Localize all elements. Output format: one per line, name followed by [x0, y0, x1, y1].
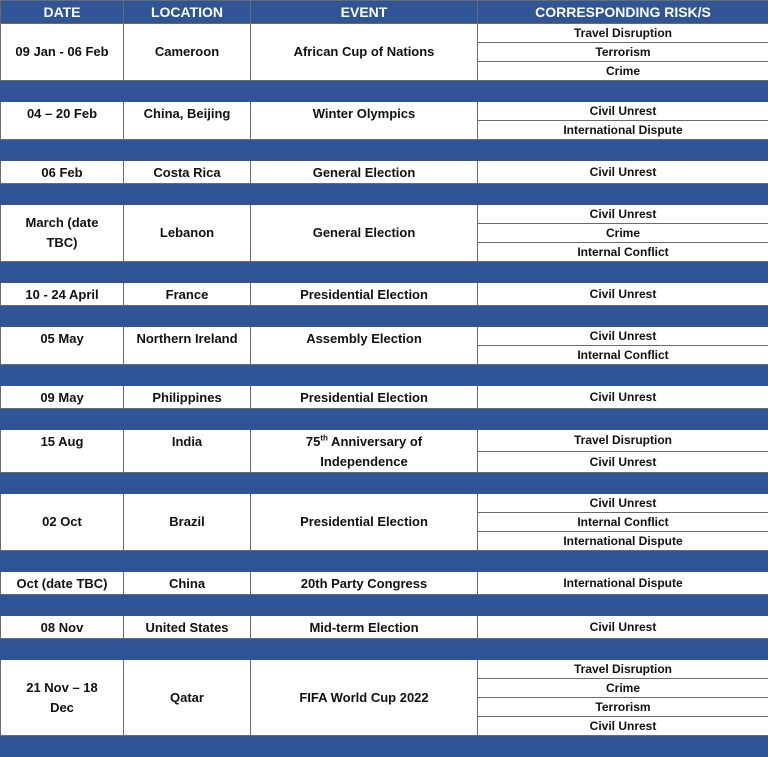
separator-cell — [1, 306, 768, 327]
table-row — [1, 660, 768, 679]
event-cell: General Election — [251, 205, 478, 262]
table-row — [1, 24, 768, 43]
event-cell: Presidential Election — [251, 283, 478, 306]
risk-cell: Civil Unrest — [478, 205, 768, 224]
date-header: DATE — [1, 1, 124, 24]
risks-header: CORRESPONDING RISK/S — [478, 1, 768, 24]
separator-cell — [1, 595, 768, 616]
date-text: 10 - 24 April — [25, 287, 98, 302]
separator-row — [1, 306, 768, 327]
risk-cell: Civil Unrest — [478, 616, 768, 639]
date-text: 15 Aug — [41, 434, 84, 449]
separator-cell — [1, 639, 768, 660]
date-cell — [1, 205, 124, 262]
date-cell — [1, 660, 124, 736]
date-cell — [1, 572, 124, 595]
risk-cell: Civil Unrest — [478, 102, 768, 121]
event-cell: Winter Olympics — [251, 102, 478, 140]
table-row — [1, 430, 768, 452]
table-body — [1, 24, 768, 757]
event-cell: Assembly Election — [251, 327, 478, 365]
date-cell — [1, 386, 124, 409]
date-text: 08 Nov — [41, 620, 84, 635]
location-header: LOCATION — [124, 1, 251, 24]
risk-cell: Crime — [478, 224, 768, 243]
date-text: 09 May — [40, 390, 83, 405]
risk-cell: Travel Disruption — [478, 660, 768, 679]
event-cell: 20th Party Congress — [251, 572, 478, 595]
separator-row — [1, 140, 768, 161]
event-header: EVENT — [251, 1, 478, 24]
date-cell — [1, 102, 124, 140]
date-text: 21 Nov – 18 Dec — [17, 678, 107, 718]
risk-cell: Civil Unrest — [478, 283, 768, 306]
date-text: 04 – 20 Feb — [27, 106, 97, 121]
table-row — [1, 205, 768, 224]
risk-cell: Civil Unrest — [478, 327, 768, 346]
separator-cell — [1, 409, 768, 430]
date-text: 02 Oct — [42, 514, 82, 529]
separator-cell — [1, 262, 768, 283]
date-text: 06 Feb — [41, 165, 82, 180]
risk-cell: Crime — [478, 679, 768, 698]
separator-cell — [1, 473, 768, 494]
table-row — [1, 283, 768, 306]
risk-cell: Civil Unrest — [478, 161, 768, 184]
risk-cell: Travel Disruption — [478, 430, 768, 452]
separator-cell — [1, 140, 768, 161]
location-cell: China — [124, 572, 251, 595]
event-cell: Mid-term Election — [251, 616, 478, 639]
risk-cell: Civil Unrest — [478, 386, 768, 409]
date-cell — [1, 24, 124, 81]
risk-cell: International Dispute — [478, 572, 768, 595]
location-cell: Costa Rica — [124, 161, 251, 184]
date-text: March (date TBC) — [20, 213, 104, 253]
separator-row — [1, 262, 768, 283]
separator-cell — [1, 551, 768, 572]
event-cell: General Election — [251, 161, 478, 184]
risk-cell: Internal Conflict — [478, 346, 768, 365]
separator-row — [1, 595, 768, 616]
separator-row — [1, 184, 768, 205]
risk-cell: International Dispute — [478, 121, 768, 140]
table-row — [1, 494, 768, 513]
location-cell: China, Beijing — [124, 102, 251, 140]
event-cell: FIFA World Cup 2022 — [251, 660, 478, 736]
date-cell — [1, 616, 124, 639]
date-cell — [1, 327, 124, 365]
risk-cell: Travel Disruption — [478, 24, 768, 43]
risk-cell: Internal Conflict — [478, 243, 768, 262]
table-row — [1, 386, 768, 409]
location-cell: Qatar — [124, 660, 251, 736]
date-cell — [1, 161, 124, 184]
table-row — [1, 572, 768, 595]
risk-cell: Terrorism — [478, 43, 768, 62]
risk-cell: Internal Conflict — [478, 513, 768, 532]
risk-cell: Terrorism — [478, 698, 768, 717]
header-row — [1, 1, 768, 24]
location-cell: Brazil — [124, 494, 251, 551]
table-row — [1, 161, 768, 184]
event-cell: Presidential Election — [251, 494, 478, 551]
location-cell: Northern Ireland — [124, 327, 251, 365]
event-cell: African Cup of Nations — [251, 24, 478, 81]
risk-cell: Civil Unrest — [478, 717, 768, 736]
separator-cell — [1, 365, 768, 386]
separator-cell — [1, 81, 768, 102]
separator-row — [1, 409, 768, 430]
risk-cell: Civil Unrest — [478, 494, 768, 513]
event-cell: 75th Anniversary of Independence — [251, 430, 478, 473]
table-row — [1, 102, 768, 121]
date-text: 09 Jan - 06 Feb — [15, 44, 108, 59]
separator-row — [1, 551, 768, 572]
table-row — [1, 327, 768, 346]
risk-cell: International Dispute — [478, 532, 768, 551]
date-cell — [1, 283, 124, 306]
location-cell: India — [124, 430, 251, 473]
event-cell: Presidential Election — [251, 386, 478, 409]
date-text: Oct (date TBC) — [17, 576, 108, 591]
separator-row — [1, 365, 768, 386]
separator-row — [1, 639, 768, 660]
location-cell: Cameroon — [124, 24, 251, 81]
table-row — [1, 616, 768, 639]
separator-cell — [1, 184, 768, 205]
separator-row — [1, 736, 768, 757]
risk-cell: Crime — [478, 62, 768, 81]
location-cell: Philippines — [124, 386, 251, 409]
location-cell: France — [124, 283, 251, 306]
date-cell — [1, 494, 124, 551]
location-cell: Lebanon — [124, 205, 251, 262]
separator-cell — [1, 736, 768, 757]
date-text: 05 May — [40, 331, 83, 346]
date-cell — [1, 430, 124, 473]
separator-row — [1, 473, 768, 494]
separator-row — [1, 81, 768, 102]
risk-cell: Civil Unrest — [478, 451, 768, 473]
location-cell: United States — [124, 616, 251, 639]
